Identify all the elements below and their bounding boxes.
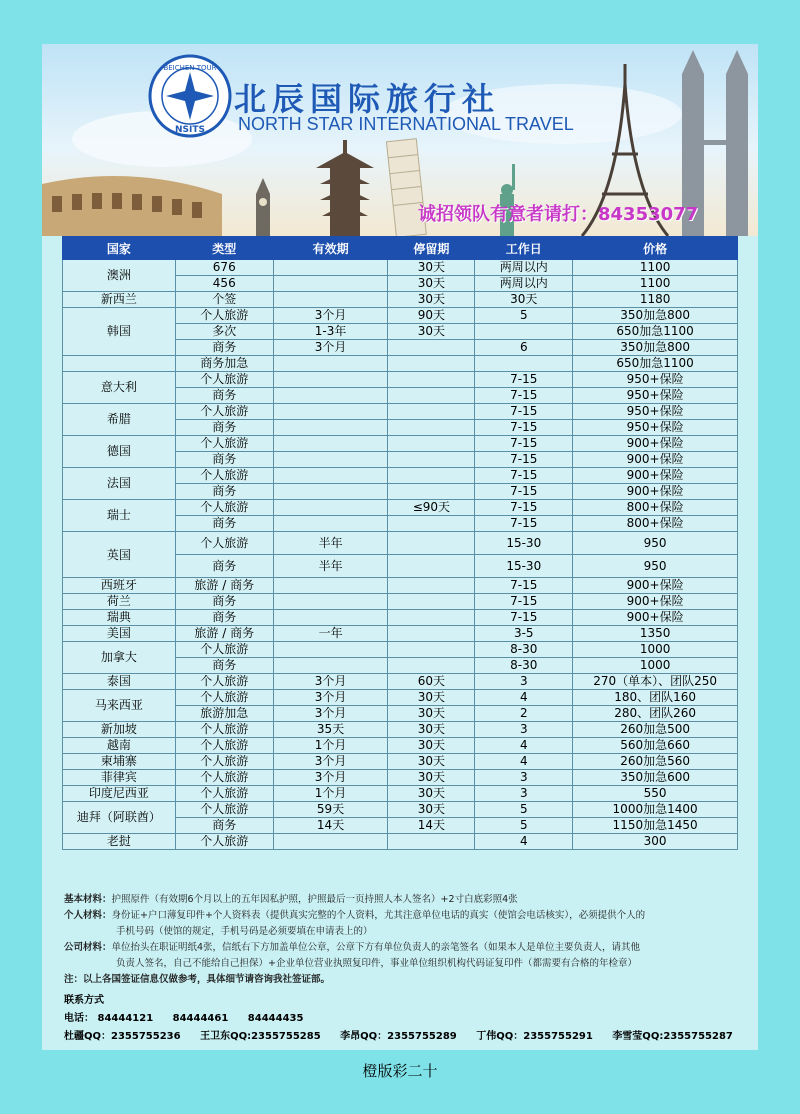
country-cell: 老挝 (63, 834, 176, 850)
workdays-cell: 4 (475, 738, 573, 754)
type-cell: 旅游 / 商务 (175, 578, 273, 594)
company-text-2: 负责人签名，自己不能给自己担保）+企业单位营业执照复印件，事业单位组织机构代码证复印件（都需要有合格的年检章） (116, 958, 637, 969)
price-cell: 1100 (573, 276, 738, 292)
validity-cell (273, 834, 388, 850)
type-cell: 商务加急 (175, 356, 273, 372)
table-row (63, 626, 738, 642)
table-row (63, 610, 738, 626)
validity-cell: 3个月 (273, 770, 388, 786)
price-cell: 260加急500 (573, 722, 738, 738)
table-row (63, 834, 738, 850)
workdays-cell (475, 356, 573, 372)
table-row (63, 260, 738, 276)
column-header: 国家 (63, 237, 176, 260)
company-label: 公司材料： (64, 942, 112, 953)
stay-cell (388, 516, 475, 532)
workdays-cell: 7-15 (475, 436, 573, 452)
stay-cell: 60天 (388, 674, 475, 690)
workdays-cell: 3 (475, 770, 573, 786)
price-cell: 280、团队260 (573, 706, 738, 722)
phone-number: 84444461 (172, 1013, 229, 1024)
advertisement-page (42, 44, 758, 1050)
stay-cell (388, 404, 475, 420)
stay-cell (388, 436, 475, 452)
table-row (63, 292, 738, 308)
workdays-cell: 5 (475, 818, 573, 834)
table-row (63, 594, 738, 610)
stay-cell: 30天 (388, 770, 475, 786)
workdays-cell: 7-15 (475, 484, 573, 500)
recruit-banner: 诚招领队有意者请打：84353077 (418, 204, 699, 225)
type-cell: 个人旅游 (175, 738, 273, 754)
stay-cell (388, 356, 475, 372)
type-cell: 个人旅游 (175, 468, 273, 484)
basic-label: 基本材料： (64, 894, 112, 905)
type-cell: 商务 (175, 420, 273, 436)
validity-cell: 3个月 (273, 754, 388, 770)
price-cell: 650加急1100 (573, 356, 738, 372)
banner (42, 44, 758, 236)
type-cell: 676 (175, 260, 273, 276)
emblem-abbr: NSITS (175, 125, 205, 135)
stay-cell: 14天 (388, 818, 475, 834)
workdays-cell: 两周以内 (475, 260, 573, 276)
price-cell: 900+保险 (573, 436, 738, 452)
workdays-cell: 7-15 (475, 594, 573, 610)
type-cell: 个人旅游 (175, 754, 273, 770)
workdays-cell: 6 (475, 340, 573, 356)
table-row (63, 578, 738, 594)
phone-line (64, 1010, 749, 1028)
workdays-cell: 7-15 (475, 468, 573, 484)
price-cell: 350加急600 (573, 770, 738, 786)
country-cell: 柬埔寨 (63, 754, 176, 770)
workdays-cell: 7-15 (475, 500, 573, 516)
workdays-cell: 15-30 (475, 555, 573, 578)
type-cell: 商务 (175, 340, 273, 356)
stay-cell: 30天 (388, 260, 475, 276)
type-cell: 旅游 / 商务 (175, 626, 273, 642)
type-cell: 商务 (175, 516, 273, 532)
column-header: 停留期 (388, 237, 475, 260)
validity-cell (273, 356, 388, 372)
type-cell: 个人旅游 (175, 690, 273, 706)
country-cell: 荷兰 (63, 594, 176, 610)
personal-text-1: 身份证+户口薄复印件+个人资料表（提供真实完整的个人资料，尤其注意单位电话的真实（使馆会电话核实），必须提供个人的 (111, 910, 646, 921)
table-row (63, 690, 738, 706)
stay-cell (388, 452, 475, 468)
stay-cell: 30天 (388, 722, 475, 738)
stay-cell (388, 532, 475, 555)
country-cell: 越南 (63, 738, 176, 754)
column-header: 类型 (175, 237, 273, 260)
price-cell: 900+保险 (573, 578, 738, 594)
type-cell: 商务 (175, 658, 273, 674)
country-cell: 新西兰 (63, 292, 176, 308)
contact-info (64, 992, 749, 1046)
validity-cell: 1个月 (273, 786, 388, 802)
qq-contact: 王卫东QQ:2355755285 (200, 1031, 321, 1042)
workdays-cell: 7-15 (475, 610, 573, 626)
country-cell: 马来西亚 (63, 690, 176, 722)
workdays-cell: 3 (475, 674, 573, 690)
validity-cell: 3个月 (273, 308, 388, 324)
stay-cell (388, 594, 475, 610)
stay-cell (388, 610, 475, 626)
price-cell: 950 (573, 555, 738, 578)
agency-subtitle: NORTH STAR INTERNATIONAL TRAVEL (238, 114, 574, 134)
workdays-cell: 30天 (475, 292, 573, 308)
table-row (63, 436, 738, 452)
validity-cell (273, 610, 388, 626)
personal-text-2: 手机号码（使馆的规定，手机号码是必须要填在申请表上的） (116, 926, 373, 937)
validity-cell (273, 372, 388, 388)
validity-cell (273, 388, 388, 404)
workdays-cell: 两周以内 (475, 276, 573, 292)
table-row (63, 722, 738, 738)
price-cell: 560加急660 (573, 738, 738, 754)
workdays-cell: 5 (475, 308, 573, 324)
table-row (63, 356, 738, 372)
type-cell: 商务 (175, 452, 273, 468)
qq-contact: 杜疆QQ：2355755236 (64, 1031, 181, 1042)
price-cell: 350加急800 (573, 340, 738, 356)
price-cell: 270（单本）、团队250 (573, 674, 738, 690)
table-row (63, 786, 738, 802)
type-cell: 商务 (175, 610, 273, 626)
country-cell: 新加坡 (63, 722, 176, 738)
price-cell: 1000加急1400 (573, 802, 738, 818)
validity-cell (273, 468, 388, 484)
country-cell: 希腊 (63, 404, 176, 436)
price-cell: 1180 (573, 292, 738, 308)
stay-cell: 90天 (388, 308, 475, 324)
validity-cell (273, 260, 388, 276)
workdays-cell: 7-15 (475, 516, 573, 532)
type-cell: 商务 (175, 388, 273, 404)
workdays-cell: 15-30 (475, 532, 573, 555)
clock-tower-icon (256, 178, 270, 236)
price-cell: 300 (573, 834, 738, 850)
price-cell: 1150加急1450 (573, 818, 738, 834)
country-cell: 韩国 (63, 308, 176, 356)
stay-cell (388, 420, 475, 436)
type-cell: 个人旅游 (175, 770, 273, 786)
validity-cell (273, 404, 388, 420)
type-cell: 商务 (175, 818, 273, 834)
country-cell: 印度尼西亚 (63, 786, 176, 802)
phone-label: 电话： (64, 1013, 94, 1024)
workdays-cell: 4 (475, 754, 573, 770)
validity-cell: 1-3年 (273, 324, 388, 340)
type-cell: 个人旅游 (175, 674, 273, 690)
qq-contact: 李昂QQ：2355755289 (340, 1031, 457, 1042)
stay-cell: 30天 (388, 324, 475, 340)
stay-cell (388, 642, 475, 658)
workdays-cell: 7-15 (475, 404, 573, 420)
type-cell: 个人旅游 (175, 834, 273, 850)
workdays-cell: 8-30 (475, 658, 573, 674)
page-footer: 橙版彩二十 (362, 1062, 438, 1080)
colosseum-icon (42, 176, 222, 236)
personal-label: 个人材料： (64, 910, 112, 921)
stay-cell: 30天 (388, 738, 475, 754)
validity-cell: 1个月 (273, 738, 388, 754)
price-cell: 900+保险 (573, 468, 738, 484)
validity-cell (273, 578, 388, 594)
disclaimer-note: 注：以上各国签证信息仅做参考，具体细节请咨询我社签证部。 (64, 974, 331, 985)
workdays-cell: 8-30 (475, 642, 573, 658)
stay-cell: 30天 (388, 802, 475, 818)
type-cell: 个人旅游 (175, 786, 273, 802)
type-cell: 个人旅游 (175, 500, 273, 516)
price-cell: 1000 (573, 642, 738, 658)
stay-cell (388, 578, 475, 594)
table-row (63, 754, 738, 770)
type-cell: 个人旅游 (175, 532, 273, 555)
validity-cell (273, 452, 388, 468)
stay-cell (388, 555, 475, 578)
price-cell: 950 (573, 532, 738, 555)
workdays-cell: 2 (475, 706, 573, 722)
table-header-row (63, 237, 738, 260)
country-cell: 英国 (63, 532, 176, 578)
validity-cell: 3个月 (273, 690, 388, 706)
type-cell: 个签 (175, 292, 273, 308)
type-cell: 个人旅游 (175, 308, 273, 324)
stay-cell (388, 834, 475, 850)
workdays-cell: 4 (475, 834, 573, 850)
validity-cell (273, 642, 388, 658)
qq-contact: 丁伟QQ：2355755291 (476, 1031, 593, 1042)
stay-cell (388, 626, 475, 642)
type-cell: 商务 (175, 594, 273, 610)
stay-cell (388, 468, 475, 484)
visa-price-table (62, 236, 738, 850)
qq-contact: 李雪莹QQ:2355755287 (612, 1031, 733, 1042)
type-cell: 个人旅游 (175, 642, 273, 658)
basic-text: 护照原件（有效期6个月以上的五年因私护照，护照最后一页持照人本人签名）+2寸白底彩照4张 (111, 894, 518, 905)
table-row (63, 770, 738, 786)
stay-cell (388, 372, 475, 388)
validity-cell (273, 276, 388, 292)
table-row (63, 308, 738, 324)
validity-cell: 3个月 (273, 674, 388, 690)
price-cell: 800+保险 (573, 516, 738, 532)
type-cell: 456 (175, 276, 273, 292)
price-cell: 800+保险 (573, 500, 738, 516)
stay-cell (388, 484, 475, 500)
workdays-cell: 3 (475, 786, 573, 802)
column-header: 工作日 (475, 237, 573, 260)
table-row (63, 642, 738, 658)
workdays-cell: 5 (475, 802, 573, 818)
table-row (63, 674, 738, 690)
validity-cell (273, 436, 388, 452)
price-cell: 1350 (573, 626, 738, 642)
stay-cell: 30天 (388, 292, 475, 308)
workdays-cell: 3-5 (475, 626, 573, 642)
validity-cell: 一年 (273, 626, 388, 642)
agency-title: 北辰国际旅行社 (234, 80, 501, 118)
stay-cell (388, 340, 475, 356)
validity-cell: 3个月 (273, 340, 388, 356)
stay-cell: 30天 (388, 786, 475, 802)
table-body (63, 260, 738, 850)
table-row (63, 404, 738, 420)
validity-cell: 14天 (273, 818, 388, 834)
country-cell: 法国 (63, 468, 176, 500)
type-cell: 个人旅游 (175, 404, 273, 420)
table-row (63, 802, 738, 818)
type-cell: 旅游加急 (175, 706, 273, 722)
workdays-cell: 7-15 (475, 578, 573, 594)
country-cell: 瑞典 (63, 610, 176, 626)
validity-cell (273, 292, 388, 308)
price-cell: 950+保险 (573, 388, 738, 404)
stay-cell: 30天 (388, 754, 475, 770)
table-row (63, 532, 738, 555)
column-header: 有效期 (273, 237, 388, 260)
country-cell: 迪拜（阿联酋） (63, 802, 176, 834)
type-cell: 多次 (175, 324, 273, 340)
table-row (63, 738, 738, 754)
country-cell: 意大利 (63, 372, 176, 404)
validity-cell (273, 594, 388, 610)
phone-number: 84444435 (247, 1013, 304, 1024)
country-cell: 瑞士 (63, 500, 176, 532)
column-header: 价格 (573, 237, 738, 260)
table-row (63, 500, 738, 516)
price-cell: 900+保险 (573, 484, 738, 500)
workdays-cell (475, 324, 573, 340)
price-cell: 1100 (573, 260, 738, 276)
workdays-cell: 4 (475, 690, 573, 706)
price-cell: 1000 (573, 658, 738, 674)
country-cell: 美国 (63, 626, 176, 642)
phone-number: 84444121 (97, 1013, 154, 1024)
validity-cell (273, 658, 388, 674)
stay-cell: 30天 (388, 706, 475, 722)
stay-cell (388, 658, 475, 674)
company-text-1: 单位抬头在职证明纸4张，信纸右下方加盖单位公章，公章下方有单位负责人的亲笔签名（如果本人是单位主要负责人，请其他 (111, 942, 641, 953)
validity-cell (273, 484, 388, 500)
stay-cell: 30天 (388, 276, 475, 292)
type-cell: 个人旅游 (175, 436, 273, 452)
type-cell: 个人旅游 (175, 802, 273, 818)
qq-line (64, 1028, 749, 1046)
country-cell: 西班牙 (63, 578, 176, 594)
price-cell: 950+保险 (573, 372, 738, 388)
price-cell: 900+保险 (573, 610, 738, 626)
workdays-cell: 7-15 (475, 420, 573, 436)
price-cell: 900+保险 (573, 594, 738, 610)
stay-cell: 30天 (388, 690, 475, 706)
stay-cell: ≤90天 (388, 500, 475, 516)
validity-cell: 35天 (273, 722, 388, 738)
table-row (63, 372, 738, 388)
validity-cell (273, 420, 388, 436)
country-cell (63, 356, 176, 372)
validity-cell: 半年 (273, 532, 388, 555)
emblem-text: BEICHEN TOUR (163, 64, 217, 72)
workdays-cell: 7-15 (475, 452, 573, 468)
price-cell: 260加急560 (573, 754, 738, 770)
validity-cell: 半年 (273, 555, 388, 578)
requirements-notes (64, 892, 744, 988)
country-cell: 加拿大 (63, 642, 176, 674)
workdays-cell: 7-15 (475, 372, 573, 388)
validity-cell (273, 516, 388, 532)
price-cell: 900+保险 (573, 452, 738, 468)
stay-cell (388, 388, 475, 404)
price-cell: 950+保险 (573, 404, 738, 420)
validity-cell: 3个月 (273, 706, 388, 722)
type-cell: 个人旅游 (175, 372, 273, 388)
validity-cell: 59天 (273, 802, 388, 818)
price-cell: 550 (573, 786, 738, 802)
workdays-cell: 7-15 (475, 388, 573, 404)
table-row (63, 468, 738, 484)
price-cell: 650加急1100 (573, 324, 738, 340)
type-cell: 商务 (175, 484, 273, 500)
type-cell: 商务 (175, 555, 273, 578)
workdays-cell: 3 (475, 722, 573, 738)
price-cell: 180、团队160 (573, 690, 738, 706)
country-cell: 澳洲 (63, 260, 176, 292)
price-cell: 950+保险 (573, 420, 738, 436)
country-cell: 菲律宾 (63, 770, 176, 786)
price-cell: 350加急800 (573, 308, 738, 324)
type-cell: 个人旅游 (175, 722, 273, 738)
country-cell: 德国 (63, 436, 176, 468)
pagoda-icon (316, 140, 374, 236)
contact-title: 联系方式 (64, 995, 104, 1006)
validity-cell (273, 500, 388, 516)
country-cell: 泰国 (63, 674, 176, 690)
